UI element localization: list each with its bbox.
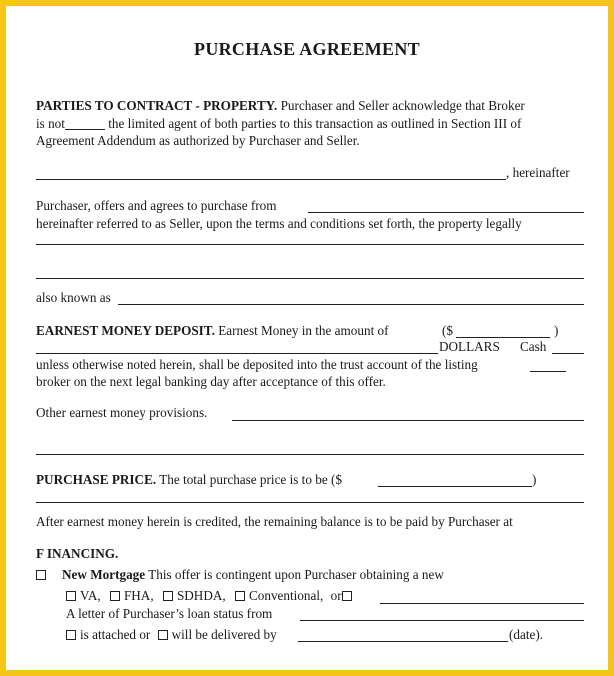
price-line-1: [36, 472, 342, 488]
purchase-price-blank[interactable]: [378, 486, 532, 487]
parties-text-2b: the limited agent of both parties to this transaction as outlined in Section III of: [104, 116, 522, 131]
document-title: PURCHASE AGREEMENT: [194, 39, 420, 59]
lender-blank[interactable]: [300, 620, 584, 621]
delivered-checkbox[interactable]: [158, 630, 168, 640]
sdhda-label: SDHDA,: [176, 588, 226, 603]
financing-heading: [36, 546, 118, 562]
document-page: [6, 6, 608, 670]
other-provisions-blank-1[interactable]: [232, 420, 584, 421]
new-mortgage-text: This offer is contingent upon Purchaser obtaining a new: [145, 567, 444, 582]
other-provisions-text: Other earnest money provisions.: [36, 405, 208, 420]
balance-text: After earnest money herein is credited, the remaining balance is to be paid by Purchaser at: [36, 514, 513, 529]
earnest-words-blank[interactable]: [36, 353, 438, 354]
legal-description-blank-2[interactable]: [36, 278, 584, 279]
loan-type-line: [66, 588, 356, 604]
other-provisions-blank-2[interactable]: [36, 454, 584, 455]
conventional-label: Conventional,: [248, 588, 324, 603]
parties-heading: PARTIES TO CONTRACT - PROPERTY.: [36, 98, 278, 113]
price-heading: PURCHASE PRICE.: [36, 472, 157, 487]
or-label: or: [330, 588, 342, 603]
new-mortgage-checkbox[interactable]: [36, 570, 46, 580]
parties-text-1: Purchaser and Seller acknowledge that Broker: [277, 98, 525, 113]
earnest-text-3: broker on the next legal banking day after acceptance of this offer.: [36, 374, 386, 389]
price-text-1: The total purchase price is to be (: [156, 472, 336, 487]
purchaser-name-blank[interactable]: [36, 179, 506, 180]
sdhda-checkbox[interactable]: [163, 591, 173, 601]
fha-label: FHA,: [123, 588, 154, 603]
delivery-date-blank[interactable]: [298, 641, 508, 642]
price-close: ): [532, 472, 537, 487]
parties-text-2a: is not: [36, 116, 65, 131]
price-currency: $: [335, 472, 342, 487]
parties-line-3: Agreement Addendum as authorized by Purchaser and Seller.: [36, 133, 360, 148]
seller-text: hereinafter referred to as Seller, upon the terms and conditions set forth, the property legally: [36, 216, 522, 231]
also-known-text: also known as: [36, 290, 111, 305]
earnest-text-1: Earnest Money in the amount of: [214, 323, 389, 338]
legal-description-blank-1[interactable]: [36, 244, 584, 245]
cash-blank[interactable]: [552, 353, 584, 354]
hereinafter-text: , hereinafter: [506, 165, 570, 180]
letter-text: A letter of Purchaser’s loan status from: [66, 606, 273, 621]
seller-name-blank[interactable]: [308, 212, 584, 213]
earnest-open: ($: [442, 323, 453, 338]
also-known-blank[interactable]: [118, 304, 584, 305]
earnest-amount-blank[interactable]: [456, 337, 550, 338]
parties-line-1: [36, 98, 525, 114]
other-loan-blank[interactable]: [380, 603, 584, 604]
date-label: (date).: [509, 627, 544, 642]
attached-label: is attached or: [80, 627, 151, 642]
va-label: VA,: [80, 588, 101, 603]
earnest-close: ): [554, 323, 559, 338]
parties-line-2: [36, 116, 521, 132]
new-mortgage-label: New Mortgage: [62, 567, 146, 582]
delivered-label: will be delivered by: [171, 627, 277, 642]
attached-checkbox[interactable]: [66, 630, 76, 640]
broker-agent-blank[interactable]: [65, 117, 105, 130]
financing-heading-text: F INANCING.: [36, 546, 119, 561]
earnest-text-2: unless otherwise noted herein, shall be deposited into the trust account of the listing: [36, 357, 478, 372]
new-mortgage-line: [36, 567, 444, 583]
va-checkbox[interactable]: [66, 591, 76, 601]
listing-broker-blank[interactable]: [530, 371, 566, 372]
earnest-heading: EARNEST MONEY DEPOSIT.: [36, 323, 215, 338]
fha-checkbox[interactable]: [110, 591, 120, 601]
earnest-line-1: [36, 323, 389, 339]
other-loan-checkbox[interactable]: [342, 591, 352, 601]
purchaser-offers-text: Purchaser, offers and agrees to purchase from: [36, 198, 277, 213]
purchase-price-words-blank[interactable]: [36, 502, 584, 503]
dollars-text: DOLLARS: [439, 339, 500, 354]
cash-text: Cash: [520, 339, 547, 354]
attached-line: [66, 627, 277, 643]
conventional-checkbox[interactable]: [235, 591, 245, 601]
